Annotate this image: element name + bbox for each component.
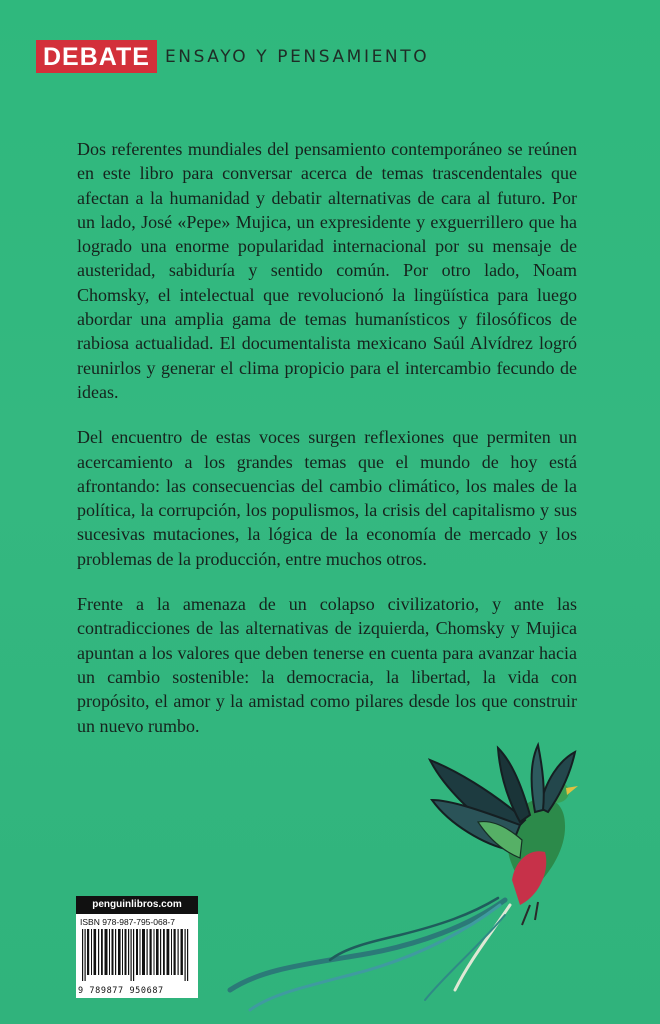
synopsis-paragraph-3: Frente a la amenaza de un colapso civilizatorio, y ante las contradicciones de las alternativas de izquierda, Chomsky y Mujica apuntan a los valores que deben tenerse en cuenta para avanzar hacia un cambio sostenible: la democracia, la libertad, la vida con propósito, el amor y la amistad como pilares desde los que construir un nuevo rumbo. xyxy=(77,594,577,736)
tail-feathers xyxy=(230,898,510,1010)
barcode-digits: 9 789877 950687 xyxy=(78,986,164,996)
publisher-logo: DEBATE xyxy=(36,40,157,73)
synopsis-paragraph-1: Dos referentes mundiales del pensamiento contemporáneo se reúnen en este libro para conversar acerca de temas trascendentales que afectan a la humanidad y debatir alternativas de cara al futuro. Por un lado, José «Pepe» Mujica, un expresidente y exguerrillero que ha logrado una enorme popularidad internacional por su mensaje de austeridad, sabiduría y sentido común. Por otro lado, Noam Chomsky, el intelectual que revolucionó la lingüística para luego abordar una amplia gama de temas humanísticos y filosóficos de rabiosa actualidad. El documentalista mexicano Saúl Alvídrez logró reunirlos y generar el clima propicio para el intercambio fecundo de ideas. xyxy=(77,139,577,402)
barcode-bars xyxy=(80,929,194,981)
synopsis-paragraph-2: Del encuentro de estas voces surgen reflexiones que permiten un acercamiento a los grandes temas que el mundo de hoy está afrontando: las consecuencias del cambio climático, los males de la política, la corrupción, los populismos, la crisis del capitalismo y sus sucesivas mutaciones, la lógica de la economía de mercado y los problemas de la producción, entre muchos otros. xyxy=(77,427,577,569)
collection-name: ENSAYO Y PENSAMIENTO xyxy=(164,46,430,67)
isbn-label: ISBN 978-987-795-068-7 xyxy=(80,917,175,927)
publisher-website: penguinlibros.com xyxy=(76,896,198,914)
barcode-panel xyxy=(76,896,198,998)
